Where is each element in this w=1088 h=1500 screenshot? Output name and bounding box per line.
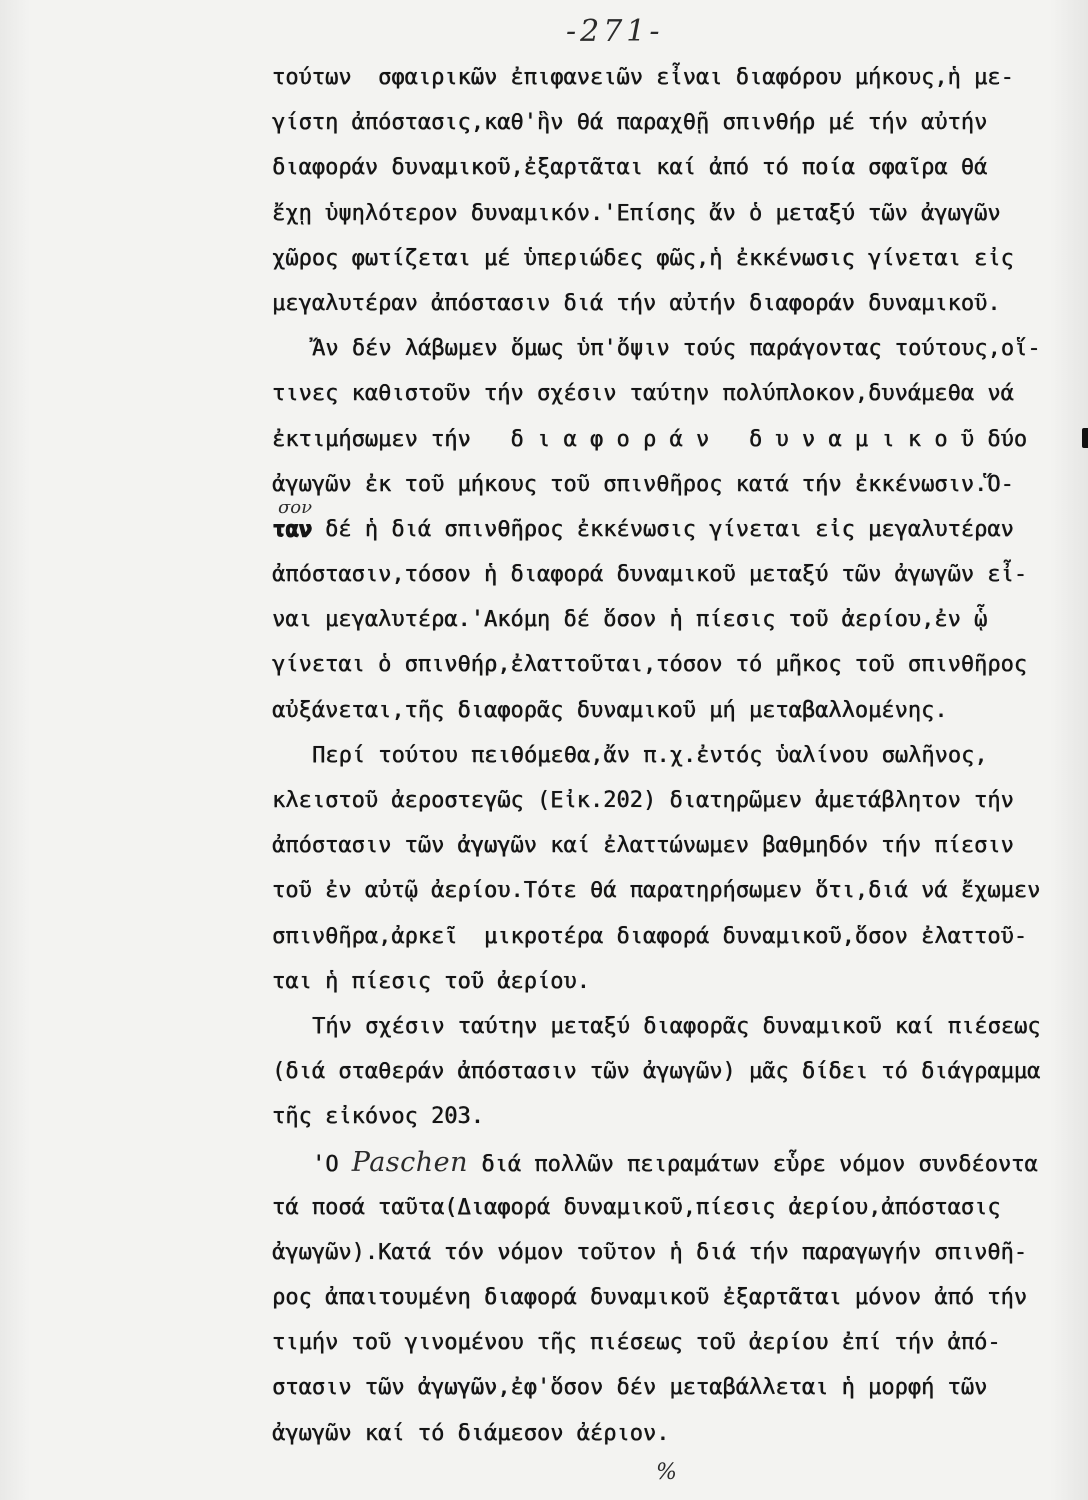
text-line: ἐκτιμήσωμεν τήν δ ι α φ ο ρ ά ν δ υ ν α μ ι κ ο ῦ δύο (272, 426, 1027, 452)
text-line: ται ἡ πίεσις τοῦ ἀερίου. (272, 968, 590, 994)
text-line (272, 1140, 1072, 1185)
text-line: χῶρος φωτίζεται μέ ὑπεριώδες φῶς,ἡ ἐκκένωσις γίνεται εἰς (272, 245, 1014, 271)
body-text (272, 55, 1072, 1456)
text-line: τά ποσά ταῦτα(Διαφορά δυναμικοῦ,πίεσις ἀερίου,ἀπόστασις (272, 1194, 1001, 1220)
text-line: Τήν σχέσιν ταύτην μεταξύ διαφορᾶς δυναμικοῦ καί πιέσεως (312, 1013, 1041, 1039)
handwritten-correction: σον (278, 496, 313, 518)
text-line: ἀγωγῶν).Κατά τόν νόμον τοῦτον ἡ διά τήν παραγωγήν σπινθῆ- (272, 1239, 1027, 1265)
text-line: ἀγωγῶν ἐκ τοῦ μήκους τοῦ σπινθῆρος κατά τήν ἐκκένωσιν.Ὅ- (272, 471, 1014, 497)
text-line: γίνεται ὁ σπινθήρ,ἐλαττοῦται,τόσον τό μῆκος τοῦ σπινθῆρος (272, 652, 1027, 678)
text-line: Ἄν δέν λάβωμεν ὅμως ὑπ'ὄψιν τούς παράγοντας τούτους,οἵ- (312, 336, 1041, 362)
text-line: μεγαλυτέραν ἀπόστασιν διά τήν αὐτήν διαφοράν δυναμικοῦ. (272, 290, 1001, 316)
text-line: τιμήν τοῦ γινομένου τῆς πιέσεως τοῦ ἀερίου ἐπί τήν ἀπό- (272, 1330, 1001, 1356)
footer-mark: % (656, 1460, 677, 1485)
text-line: Περί τούτου πειθόμεθα,ἄν π.χ.ἐντός ὑαλίνου σωλῆνος, (312, 742, 988, 768)
page-number: -271- (566, 14, 664, 49)
text-line: ναι μεγαλυτέρα.'Ακόμη δέ ὅσον ἡ πίεσις τοῦ ἀερίου,ἐν ᾧ (272, 607, 988, 633)
text-line: γίστη ἀπόστασις,καθ'ἣν θά παραχθῇ σπινθήρ μέ τήν αὐτήν (272, 110, 988, 136)
line-segment: διά πολλῶν πειραμάτων εὗρε νόμον συνδέοντα (468, 1151, 1038, 1177)
text-line (272, 496, 1072, 552)
handwritten-name: Paschen (351, 1146, 469, 1178)
text-line: στασιν τῶν ἀγωγῶν,ἐφ'ὅσον δέν μεταβάλλεται ἡ μορφή τῶν (272, 1375, 988, 1401)
text-line: τῆς εἰκόνος 203. (272, 1104, 484, 1130)
text-line: σπινθῆρα,ἀρκεῖ μικροτέρα διαφορά δυναμικοῦ,ὅσον ἐλαττοῦ- (272, 923, 1027, 949)
text-line: ἔχῃ ὑψηλότερον δυναμικόν.'Επίσης ἄν ὁ μεταξύ τῶν ἀγωγῶν (272, 200, 1001, 226)
text-line: τούτων σφαιρικῶν ἐπιφανειῶν εἶναι διαφόρου μήκους,ἡ με- (272, 65, 1014, 90)
text-line: αὐξάνεται,τῆς διαφορᾶς δυναμικοῦ μή μεταβαλλομένης. (272, 697, 948, 723)
scan-edge-mark (1082, 428, 1088, 448)
text-line: ρος ἀπαιτουμένη διαφορά δυναμικοῦ ἐξαρτᾶται μόνον ἀπό τήν (272, 1285, 1027, 1311)
text-line: τινες καθιστοῦν τήν σχέσιν ταύτην πολύπλοκον,δυνάμεθα νά (272, 381, 1014, 407)
line-segment: δέ ἡ διά σπινθῆρος ἐκκένωσις γίνεται εἰς μεγαλυτέραν (311, 516, 1014, 542)
text-line: τοῦ ἐν αὐτῷ ἀερίου.Τότε θά παρατηρήσωμεν ὅτι,διά νά ἔχωμεν (272, 878, 1041, 904)
text-line: διαφοράν δυναμικοῦ,ἐξαρτᾶται καί ἀπό τό ποία σφαῖρα θά (272, 155, 988, 181)
overtyped-word: ταν (272, 516, 312, 542)
text-line: κλειστοῦ ἀεροστεγῶς (Εἰκ.202) διατηρῶμεν ἀμετάβλητον τήν (272, 788, 1014, 813)
text-line: ἀγωγῶν καί τό διάμεσον ἀέριον. (272, 1420, 670, 1446)
text-line: (διά σταθεράν ἀπόστασιν τῶν ἀγωγῶν) μᾶς δίδει τό διάγραμμα (272, 1059, 1041, 1085)
text-line: ἀπόστασιν τῶν ἀγωγῶν καί ἐλαττώνωμεν βαθμηδόν τήν πίεσιν (272, 833, 1014, 859)
line-segment: 'Ο (312, 1151, 352, 1177)
text-line: ἀπόστασιν,τόσον ἡ διαφορά δυναμικοῦ μεταξύ τῶν ἀγωγῶν εἶ- (272, 562, 1027, 588)
